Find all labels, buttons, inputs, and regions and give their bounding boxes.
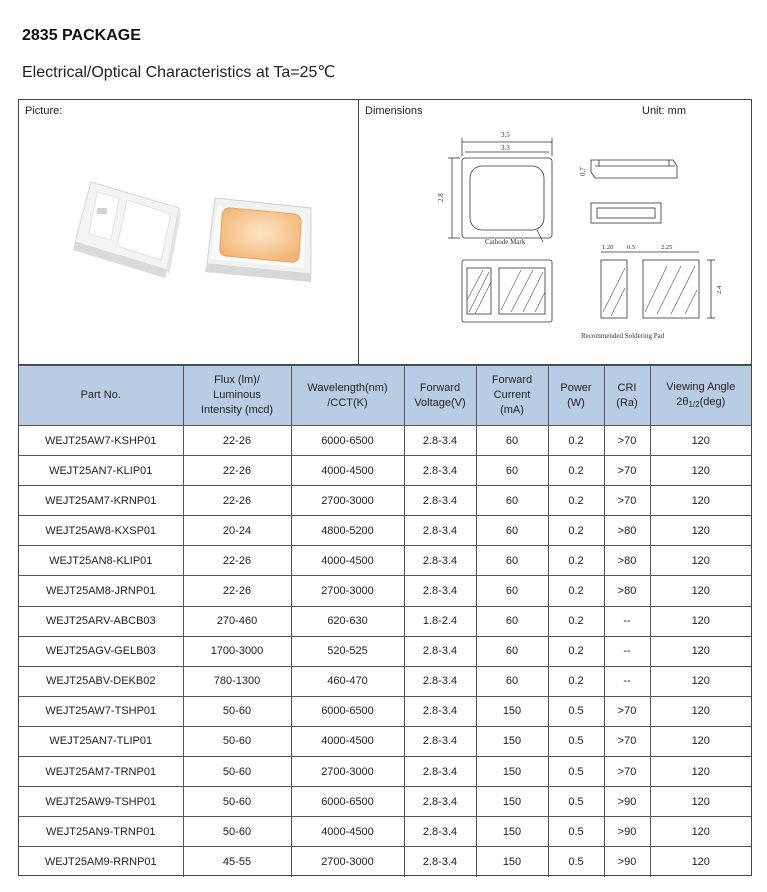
table-row bbox=[19, 456, 751, 486]
cell-forward-voltage: 2.8-3.4 bbox=[404, 787, 476, 817]
cell-viewing-angle: 120 bbox=[650, 516, 751, 546]
cell-part-no: WEJT25AN7-KLIP01 bbox=[19, 456, 183, 486]
cell-power: 0.2 bbox=[548, 606, 604, 636]
cell-power: 0.2 bbox=[548, 516, 604, 546]
table-row bbox=[19, 606, 751, 636]
cell-power: 0.2 bbox=[548, 636, 604, 666]
cell-forward-voltage: 2.8-3.4 bbox=[404, 456, 476, 486]
cell-wavelength: 620-630 bbox=[291, 606, 404, 636]
cell-flux: 45-55 bbox=[183, 847, 291, 877]
cell-viewing-angle: 120 bbox=[650, 426, 751, 456]
cell-viewing-angle: 120 bbox=[650, 757, 751, 787]
led-photo bbox=[19, 100, 359, 365]
cell-cri: >80 bbox=[604, 516, 650, 546]
cell-flux: 1700-3000 bbox=[183, 636, 291, 666]
cell-part-no: WEJT25AM8-JRNP01 bbox=[19, 576, 183, 606]
cell-part-no: WEJT25AM7-TRNP01 bbox=[19, 757, 183, 787]
cell-power: 0.2 bbox=[548, 486, 604, 516]
cell-part-no: WEJT25ARV-ABCB03 bbox=[19, 606, 183, 636]
header-power: Power (W) bbox=[548, 366, 604, 426]
table-row bbox=[19, 576, 751, 606]
pad-dim-4: 2.4 bbox=[716, 285, 723, 294]
cell-cri: >90 bbox=[604, 787, 650, 817]
cell-power: 0.2 bbox=[548, 666, 604, 696]
cell-flux: 20-24 bbox=[183, 516, 291, 546]
table-row bbox=[19, 636, 751, 666]
cell-forward-current: 60 bbox=[476, 606, 548, 636]
top-section bbox=[19, 100, 751, 365]
cell-forward-current: 60 bbox=[476, 516, 548, 546]
cell-viewing-angle: 120 bbox=[650, 787, 751, 817]
cell-cri: >80 bbox=[604, 576, 650, 606]
cell-flux: 22-26 bbox=[183, 486, 291, 516]
table-row bbox=[19, 817, 751, 847]
cell-forward-current: 60 bbox=[476, 486, 548, 516]
cell-wavelength: 4000-4500 bbox=[291, 546, 404, 576]
cell-viewing-angle: 120 bbox=[650, 666, 751, 696]
cell-forward-current: 60 bbox=[476, 666, 548, 696]
cell-part-no: WEJT25AW7-TSHP01 bbox=[19, 696, 183, 726]
page-title: 2835 PACKAGE bbox=[22, 27, 141, 44]
picture-label: Picture: bbox=[25, 105, 63, 117]
header-forward-current: Forward Current (mA) bbox=[476, 366, 548, 426]
cell-power: 0.2 bbox=[548, 546, 604, 576]
cell-forward-current: 150 bbox=[476, 757, 548, 787]
dimensions-panel bbox=[359, 100, 751, 365]
cell-flux: 22-26 bbox=[183, 546, 291, 576]
header-part-no: Part No. bbox=[19, 366, 183, 426]
table-row bbox=[19, 696, 751, 726]
cell-wavelength: 460-470 bbox=[291, 666, 404, 696]
cell-wavelength: 4000-4500 bbox=[291, 817, 404, 847]
cell-power: 0.2 bbox=[548, 426, 604, 456]
table-row bbox=[19, 787, 751, 817]
cell-forward-voltage: 2.8-3.4 bbox=[404, 636, 476, 666]
header-forward-voltage: Forward Voltage(V) bbox=[404, 366, 476, 426]
cell-wavelength: 2700-3000 bbox=[291, 576, 404, 606]
cell-flux: 50-60 bbox=[183, 757, 291, 787]
table-row bbox=[19, 546, 751, 576]
cell-part-no: WEJT25AW7-KSHP01 bbox=[19, 426, 183, 456]
cell-wavelength: 4000-4500 bbox=[291, 456, 404, 486]
dim-height: 2.8 bbox=[437, 193, 445, 202]
cell-forward-voltage: 2.8-3.4 bbox=[404, 486, 476, 516]
cell-power: 0.5 bbox=[548, 817, 604, 847]
cell-wavelength: 6000-6500 bbox=[291, 696, 404, 726]
cell-cri: >70 bbox=[604, 726, 650, 756]
page-subtitle: Electrical/Optical Characteristics at Ta=25℃ bbox=[22, 64, 336, 81]
cell-flux: 50-60 bbox=[183, 817, 291, 847]
pad-dim-3: 2.25 bbox=[661, 244, 673, 251]
cell-wavelength: 520-525 bbox=[291, 636, 404, 666]
cell-viewing-angle: 120 bbox=[650, 456, 751, 486]
cell-flux: 50-60 bbox=[183, 696, 291, 726]
soldering-pad-label: Recommended Soldering Pad bbox=[581, 332, 665, 340]
cell-cri: >70 bbox=[604, 757, 650, 787]
cell-part-no: WEJT25AN8-KLIP01 bbox=[19, 546, 183, 576]
cell-flux: 50-60 bbox=[183, 787, 291, 817]
header-wavelength: Wavelength(nm) /CCT(K) bbox=[291, 366, 404, 426]
cell-forward-voltage: 2.8-3.4 bbox=[404, 576, 476, 606]
cell-forward-voltage: 2.8-3.4 bbox=[404, 847, 476, 877]
cell-wavelength: 4000-4500 bbox=[291, 726, 404, 756]
cell-part-no: WEJT25AM7-KRNP01 bbox=[19, 486, 183, 516]
cell-part-no: WEJT25AM9-RRNP01 bbox=[19, 847, 183, 877]
led-front-view bbox=[205, 198, 311, 282]
cell-forward-voltage: 2.8-3.4 bbox=[404, 516, 476, 546]
cell-forward-voltage: 2.8-3.4 bbox=[404, 757, 476, 787]
cell-forward-voltage: 1.8-2.4 bbox=[404, 606, 476, 636]
cell-cri: -- bbox=[604, 666, 650, 696]
cell-flux: 22-26 bbox=[183, 426, 291, 456]
cell-cri: -- bbox=[604, 606, 650, 636]
cell-cri: >90 bbox=[604, 817, 650, 847]
cell-forward-current: 150 bbox=[476, 817, 548, 847]
cell-cri: >90 bbox=[604, 847, 650, 877]
cell-viewing-angle: 120 bbox=[650, 546, 751, 576]
cell-viewing-angle: 120 bbox=[650, 636, 751, 666]
cell-viewing-angle: 120 bbox=[650, 847, 751, 877]
cell-forward-voltage: 2.8-3.4 bbox=[404, 666, 476, 696]
cell-power: 0.2 bbox=[548, 456, 604, 486]
unit-label: Unit: mm bbox=[642, 105, 686, 117]
cell-forward-current: 60 bbox=[476, 456, 548, 486]
cell-forward-current: 60 bbox=[476, 636, 548, 666]
cell-forward-voltage: 2.8-3.4 bbox=[404, 426, 476, 456]
cell-power: 0.5 bbox=[548, 696, 604, 726]
cell-viewing-angle: 120 bbox=[650, 606, 751, 636]
cell-cri: >70 bbox=[604, 486, 650, 516]
cell-power: 0.5 bbox=[548, 787, 604, 817]
cell-viewing-angle: 120 bbox=[650, 696, 751, 726]
cell-power: 0.2 bbox=[548, 576, 604, 606]
cell-forward-current: 150 bbox=[476, 847, 548, 877]
cell-power: 0.5 bbox=[548, 726, 604, 756]
header-flux: Flux (lm)/ Luminous Intensity (mcd) bbox=[183, 366, 291, 426]
cell-wavelength: 2700-3000 bbox=[291, 486, 404, 516]
cell-cri: >70 bbox=[604, 456, 650, 486]
dimension-drawing bbox=[359, 100, 751, 365]
cell-flux: 50-60 bbox=[183, 726, 291, 756]
cell-viewing-angle: 120 bbox=[650, 486, 751, 516]
cell-forward-voltage: 2.8-3.4 bbox=[404, 726, 476, 756]
pad-dim-2: 0.5 bbox=[627, 244, 636, 251]
cell-power: 0.5 bbox=[548, 757, 604, 787]
dimensions-label: Dimensions bbox=[365, 105, 423, 117]
cell-forward-current: 150 bbox=[476, 696, 548, 726]
cell-flux: 22-26 bbox=[183, 576, 291, 606]
cell-wavelength: 6000-6500 bbox=[291, 787, 404, 817]
cell-flux: 22-26 bbox=[183, 456, 291, 486]
dim-width-outer: 3.5 bbox=[501, 131, 510, 139]
cell-part-no: WEJT25AN7-TLIP01 bbox=[19, 726, 183, 756]
cell-wavelength: 2700-3000 bbox=[291, 847, 404, 877]
cell-forward-current: 150 bbox=[476, 787, 548, 817]
cell-forward-voltage: 2.8-3.4 bbox=[404, 546, 476, 576]
cell-forward-current: 60 bbox=[476, 576, 548, 606]
cell-flux: 270-460 bbox=[183, 606, 291, 636]
cell-forward-current: 150 bbox=[476, 726, 548, 756]
dim-width-inner: 3.3 bbox=[501, 144, 510, 152]
cell-part-no: WEJT25AN9-TRNP01 bbox=[19, 817, 183, 847]
cell-cri: >70 bbox=[604, 696, 650, 726]
picture-panel bbox=[19, 100, 359, 365]
table-row bbox=[19, 757, 751, 787]
table-row bbox=[19, 666, 751, 696]
table-header-row bbox=[19, 366, 751, 426]
cell-cri: >80 bbox=[604, 546, 650, 576]
cell-viewing-angle: 120 bbox=[650, 817, 751, 847]
cell-forward-current: 60 bbox=[476, 546, 548, 576]
dim-thickness: 0.7 bbox=[579, 167, 587, 176]
table-row bbox=[19, 726, 751, 756]
table-row bbox=[19, 426, 751, 456]
led-back-view bbox=[73, 182, 181, 278]
characteristics-table bbox=[19, 365, 751, 877]
table-row bbox=[19, 516, 751, 546]
pad-dim-1: 1.20 bbox=[602, 244, 614, 251]
cell-flux: 780-1300 bbox=[183, 666, 291, 696]
cell-wavelength: 2700-3000 bbox=[291, 757, 404, 787]
cell-cri: >70 bbox=[604, 426, 650, 456]
cell-part-no: WEJT25AGV-GELB03 bbox=[19, 636, 183, 666]
table-row bbox=[19, 847, 751, 877]
cell-forward-voltage: 2.8-3.4 bbox=[404, 817, 476, 847]
cell-wavelength: 4800-5200 bbox=[291, 516, 404, 546]
cell-part-no: WEJT25AW8-KXSP01 bbox=[19, 516, 183, 546]
cathode-mark-label: Cathode Mark bbox=[485, 238, 526, 246]
header-viewing-angle: Viewing Angle $2\theta_{1/2}(deg)$ bbox=[650, 366, 751, 426]
spec-sheet bbox=[18, 99, 752, 876]
cell-forward-voltage: 2.8-3.4 bbox=[404, 696, 476, 726]
cell-forward-current: 60 bbox=[476, 426, 548, 456]
cell-power: 0.5 bbox=[548, 847, 604, 877]
cell-viewing-angle: 120 bbox=[650, 576, 751, 606]
cell-cri: -- bbox=[604, 636, 650, 666]
header-cri: CRI (Ra) bbox=[604, 366, 650, 426]
cell-part-no: WEJT25AW9-TSHP01 bbox=[19, 787, 183, 817]
table-row bbox=[19, 486, 751, 516]
cell-viewing-angle: 120 bbox=[650, 726, 751, 756]
cell-part-no: WEJT25ABV-DEKB02 bbox=[19, 666, 183, 696]
cell-wavelength: 6000-6500 bbox=[291, 426, 404, 456]
